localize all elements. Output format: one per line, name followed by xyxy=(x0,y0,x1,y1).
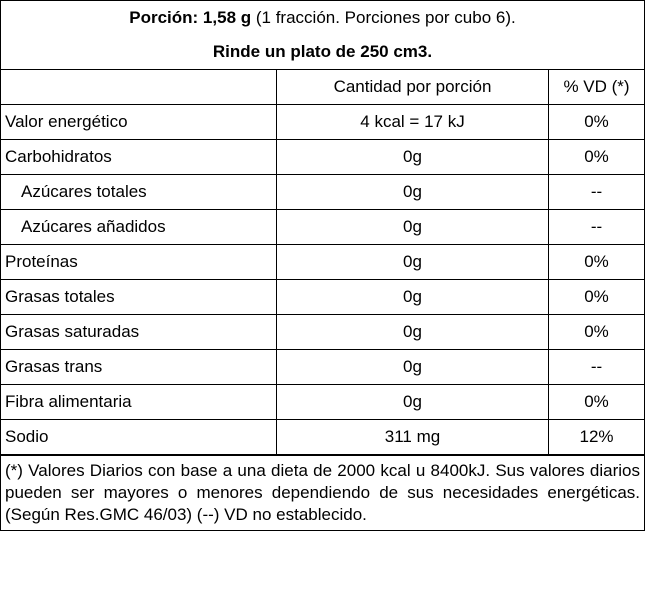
nutrient-amount: 0g xyxy=(277,175,549,210)
nutrient-amount: 0g xyxy=(277,315,549,350)
nutrient-name: Grasas saturadas xyxy=(1,315,277,350)
nutrient-vd: 0% xyxy=(549,140,645,175)
nutrient-amount: 0g xyxy=(277,385,549,420)
nutrient-amount: 4 kcal = 17 kJ xyxy=(277,105,549,140)
column-header-vd: % VD (*) xyxy=(549,70,645,105)
nutrient-vd: 0% xyxy=(549,280,645,315)
nutrient-vd: 0% xyxy=(549,385,645,420)
table-row xyxy=(1,420,644,455)
table-row xyxy=(1,105,644,140)
nutrient-name: Carbohidratos xyxy=(1,140,277,175)
yield-label: Rinde un plato de 250 cm3. xyxy=(212,42,433,61)
footnote: (*) Valores Diarios con base a una dieta de 2000 kcal u 8400kJ. Sus valores diarios pueden ser mayores o menores dependiendo de sus necesidades energéticas. (Según Res.GMC 46/03) (--) VD no establecido. xyxy=(1,455,644,530)
nutrient-vd: 0% xyxy=(549,315,645,350)
column-header-amount: Cantidad por porción xyxy=(277,70,549,105)
column-header-nutrient xyxy=(1,70,277,105)
table-row xyxy=(1,245,644,280)
nutrient-amount: 0g xyxy=(277,210,549,245)
nutrient-name: Azúcares totales xyxy=(1,175,277,210)
nutrient-amount: 0g xyxy=(277,245,549,280)
table-row xyxy=(1,385,644,420)
nutrient-vd: 0% xyxy=(549,105,645,140)
nutrition-table xyxy=(1,70,644,455)
table-header-row xyxy=(1,70,644,105)
nutrient-name: Grasas totales xyxy=(1,280,277,315)
nutrient-name: Grasas trans xyxy=(1,350,277,385)
nutrient-amount: 311 mg xyxy=(277,420,549,455)
nutrient-vd: -- xyxy=(549,350,645,385)
nutrient-vd: -- xyxy=(549,175,645,210)
yield-line xyxy=(1,35,644,69)
nutrient-name: Sodio xyxy=(1,420,277,455)
table-row xyxy=(1,175,644,210)
nutrient-amount: 0g xyxy=(277,350,549,385)
serving-header xyxy=(1,1,644,70)
nutrient-amount: 0g xyxy=(277,280,549,315)
nutrient-amount: 0g xyxy=(277,140,549,175)
nutrient-name: Valor energético xyxy=(1,105,277,140)
table-row xyxy=(1,350,644,385)
nutrient-vd: 0% xyxy=(549,245,645,280)
portion-detail: (1 fracción. Porciones por cubo 6). xyxy=(251,8,516,27)
nutrient-name: Fibra alimentaria xyxy=(1,385,277,420)
table-row xyxy=(1,140,644,175)
table-row xyxy=(1,280,644,315)
nutrient-vd: 12% xyxy=(549,420,645,455)
nutrient-vd: -- xyxy=(549,210,645,245)
nutrient-name: Azúcares añadidos xyxy=(1,210,277,245)
nutrient-name: Proteínas xyxy=(1,245,277,280)
table-row xyxy=(1,210,644,245)
table-row xyxy=(1,315,644,350)
portion-line xyxy=(1,1,644,35)
portion-label: Porción: 1,58 g xyxy=(129,8,252,27)
